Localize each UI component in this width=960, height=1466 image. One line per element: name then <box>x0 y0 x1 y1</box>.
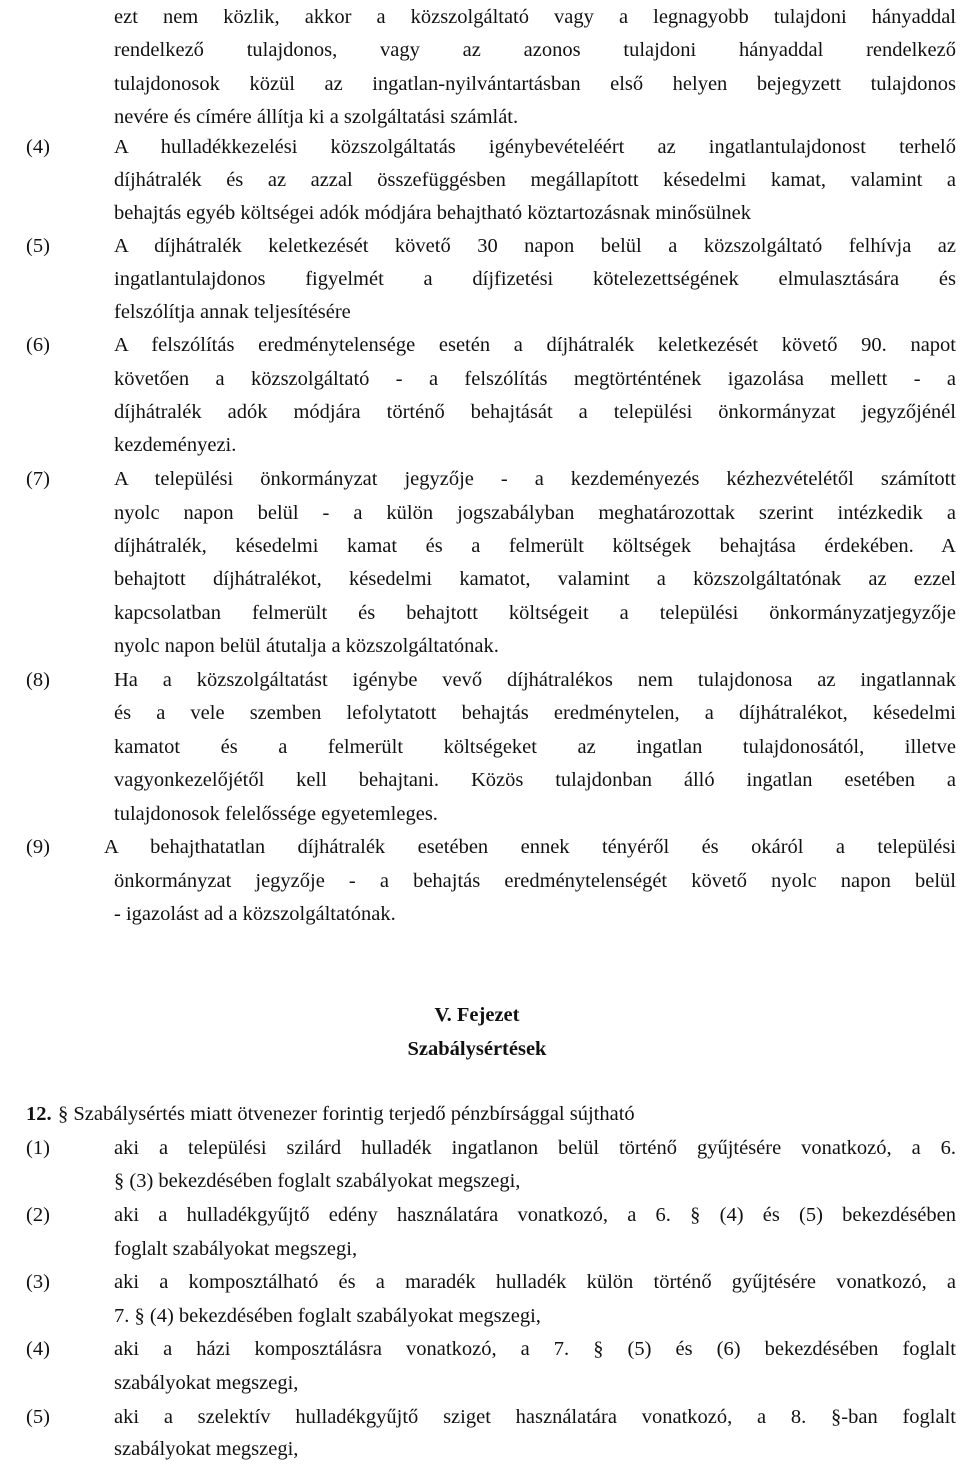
chapter-number: V. Fejezet <box>434 1004 520 1026</box>
paragraph-number: (6) <box>26 334 50 356</box>
paragraph-line: behajtás egyéb költségei adók módjára behajtható köztartozásnak minősülnek <box>114 202 752 224</box>
section-symbol: § <box>58 1103 69 1125</box>
paragraph-line: A díjhátralék keletkezését követő 30 napon belül a közszolgáltató felhívja az <box>114 235 956 257</box>
item-number: (1) <box>26 1137 50 1159</box>
paragraph-line: kamatot és a felmerült költségeket az ingatlan tulajdonosától, illetve <box>114 736 956 758</box>
item-number: (5) <box>26 1406 50 1428</box>
chapter-title: Szabálysértések <box>407 1038 547 1060</box>
paragraph-line: A behajthatatlan díjhátralék esetében ennek tényéről és okáról a települési <box>104 836 956 858</box>
paragraph-number: (8) <box>26 669 50 691</box>
paragraph-line: nyolc napon belül átutalja a közszolgáltatónak. <box>114 635 499 657</box>
item-line: aki a komposztálható és a maradék hulladék külön történő gyűjtésére vonatkozó, a <box>114 1271 956 1293</box>
paragraph-line: nevére és címére állítja ki a szolgáltatási számlát. <box>114 106 519 128</box>
item-line: aki a települési szilárd hulladék ingatlanon belül történő gyűjtésére vonatkozó, a 6. <box>114 1137 956 1159</box>
paragraph-line: behajtott díjhátralékot, késedelmi kamatot, valamint a közszolgáltatónak az ezzel <box>114 568 956 590</box>
paragraph-line: követően a közszolgáltató - a felszólítás megtörténtének igazolása mellett - a <box>114 368 956 390</box>
item-line: aki a szelektív hulladékgyűjtő sziget használatára vonatkozó, a 8. §-ban foglalt <box>114 1406 956 1428</box>
item-line: aki a házi komposztálásra vonatkozó, a 7. § (5) és (6) bekezdésében foglalt <box>114 1338 956 1360</box>
item-line: § (3) bekezdésében foglalt szabályokat megszegi, <box>114 1170 521 1192</box>
item-number: (4) <box>26 1338 50 1360</box>
paragraph-line: A települési önkormányzat jegyzője - a kezdeményezés kézhezvételétől számított <box>114 468 956 490</box>
item-line: szabályokat megszegi, <box>114 1438 299 1460</box>
item-line: szabályokat megszegi, <box>114 1372 299 1394</box>
paragraph-line: kapcsolatban felmerült és behajtott költségeit a települési önkormányzatjegyzője <box>114 602 956 624</box>
paragraph-number: (9) <box>26 836 50 858</box>
paragraph-line: díjhátralék, késedelmi kamat és a felmerült költségek behajtása érdekében. A <box>114 535 956 557</box>
paragraph-line: rendelkező tulajdonos, vagy az azonos tulajdoni hányaddal rendelkező <box>114 39 956 61</box>
paragraph-line: ezt nem közlik, akkor a közszolgáltató vagy a legnagyobb tulajdoni hányaddal <box>114 6 956 28</box>
paragraph-line: kezdeményezi. <box>114 434 237 456</box>
paragraph-number: (5) <box>26 235 50 257</box>
item-line: aki a hulladékgyűjtő edény használatára vonatkozó, a 6. § (4) és (5) bekezdésében <box>114 1204 956 1226</box>
paragraph-number: (4) <box>26 136 50 158</box>
paragraph-number: (7) <box>26 468 50 490</box>
paragraph-line: felszólítja annak teljesítésére <box>114 301 351 323</box>
section-title-text: Szabálysértés miatt ötvenezer forintig terjedő pénzbírsággal sújtható <box>73 1103 635 1125</box>
paragraph-line: nyolc napon belül - a külön jogszabályban meghatározottak szerint intézkedik a <box>114 502 956 524</box>
item-line: 7. § (4) bekezdésében foglalt szabályokat megszegi, <box>114 1305 541 1327</box>
paragraph-line: önkormányzat jegyzője - a behajtás eredménytelenségét követő nyolc napon belül <box>114 870 956 892</box>
paragraph-line: - igazolást ad a közszolgáltatónak. <box>114 903 396 925</box>
section-title <box>58 1097 635 1131</box>
paragraph-line: tulajdonosok közül az ingatlan-nyilvántartásban első helyen bejegyzett tulajdonos <box>114 73 956 95</box>
paragraph-line: tulajdonosok felelőssége egyetemleges. <box>114 803 438 825</box>
section-number: 12. <box>26 1103 52 1125</box>
paragraph-line: és a vele szemben lefolytatott behajtás eredménytelen, a díjhátralékot, késedelmi <box>114 702 956 724</box>
paragraph-line: vagyonkezelőjétől kell behajtani. Közös tulajdonban álló ingatlan esetében a <box>114 769 956 791</box>
paragraph-line: A hulladékkezelési közszolgáltatás igénybevételéért az ingatlantulajdonost terhelő <box>114 136 956 158</box>
paragraph-line: Ha a közszolgáltatást igénybe vevő díjhátralékos nem tulajdonosa az ingatlannak <box>114 669 956 691</box>
paragraph-line: ingatlantulajdonos figyelmét a díjfizetési kötelezettségének elmulasztására és <box>114 268 956 290</box>
paragraph-line: díjhátralék és az azzal összefüggésben megállapított késedelmi kamat, valamint a <box>114 169 956 191</box>
item-number: (2) <box>26 1204 50 1226</box>
item-line: foglalt szabályokat megszegi, <box>114 1238 358 1260</box>
item-number: (3) <box>26 1271 50 1293</box>
paragraph-line: A felszólítás eredménytelensége esetén a díjhátralék keletkezését követő 90. napot <box>114 334 956 356</box>
paragraph-line: díjhátralék adók módjára történő behajtását a települési önkormányzat jegyzőjénél <box>114 401 956 423</box>
